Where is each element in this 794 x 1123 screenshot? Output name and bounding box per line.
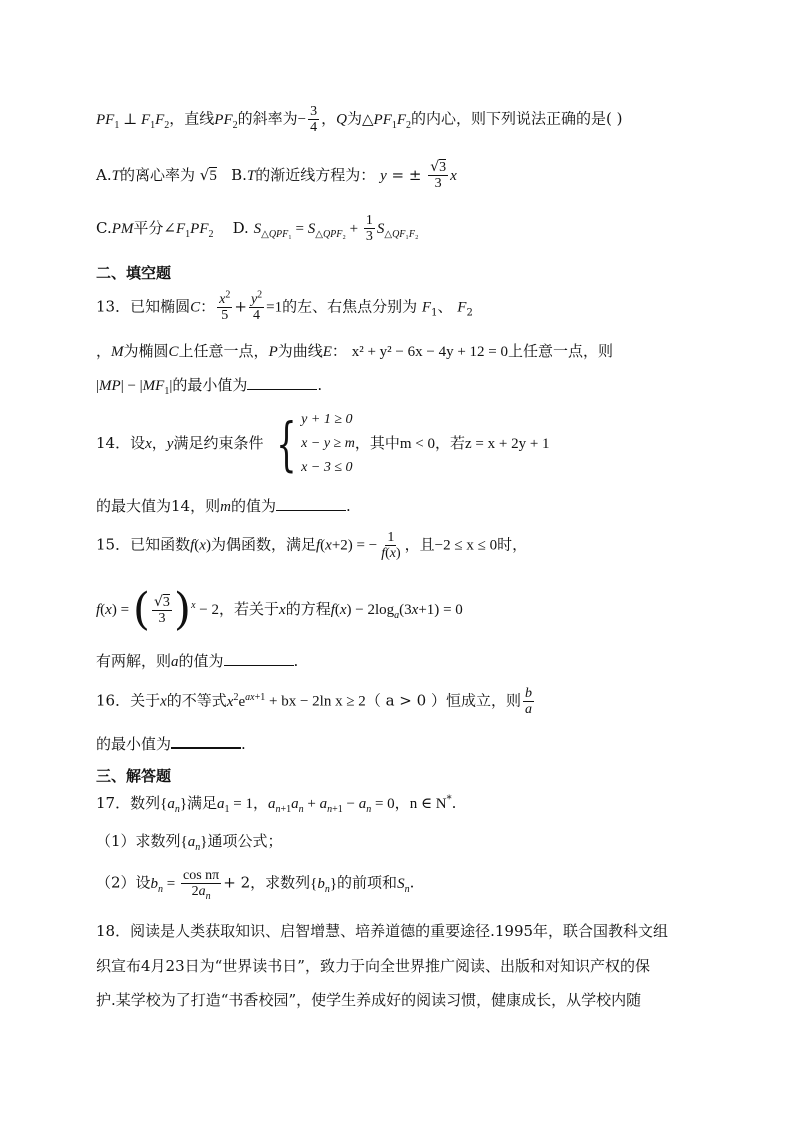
section-heading-fill-in: 二、填空题: [96, 264, 172, 282]
option-c: C.PM平分$\angle F_1PF_2$: [96, 218, 214, 240]
q12-options-ab: [96, 160, 457, 191]
q17-part1: （1）求数列$\{a_n\}$通项公式；: [96, 832, 283, 853]
q18-line2: 织宣布4月23日为“世界读书日”，致力于向全世界推广阅读、出版和对知识产权的保: [96, 957, 650, 975]
perp-relation: $PF_1$ ⊥ $F_1F_2$: [96, 111, 170, 131]
slope-fraction: $\frac{3}{4}$: [310, 104, 318, 135]
q17-part2: （2）设$b_n$ = $\frac{\text{cos nπ}}{2a_n}$ + 2，求数列$\{b_n\}$的前项和$S_n$.: [96, 868, 415, 902]
q17-line1: 17．数列$\{a_n\}$满足$a_1 = 1$，$a_{n+1}a_n + a_{n+1} - a_n = 0$，n ∈ N*.: [96, 794, 457, 815]
answer-blank[interactable]: [224, 651, 294, 666]
q12-slope-text: 的斜率为: [237, 109, 298, 128]
q16-line1: 16．关于x的不等式$x^2e^{ax+1}$ + bx − 2ln x ≥ 2（ a > 0 ）恒成立，则 $\frac{b}{a}$: [96, 686, 532, 717]
q12-text: ，直线: [169, 109, 215, 128]
q15-line1: 15．已知函数f(x)为偶函数，满足f(x+2) = − $\frac{1}{f(x)}$ ，且−2 ≤ x ≤ 0时，: [96, 530, 528, 561]
q18-line1: 18．阅读是人类获取知识、启智增慧、培养道德的重要途径.1995年，联合国教科文组: [96, 922, 669, 940]
answer-blank[interactable]: [171, 733, 241, 749]
option-d: D. $S_{\triangle QPF_1} = S_{\triangle QPF_2}$ + $\frac{1}{3}$ $S_{\triangle QF_1F_2}$: [232, 213, 419, 244]
answer-blank[interactable]: [247, 375, 317, 390]
q14-line2: 的最大值为14，则m的值为 .: [96, 497, 351, 515]
option-a: A.T的离心率为 √5: [96, 165, 217, 184]
ratio-fraction: $\frac{b}{a}$: [524, 686, 532, 717]
constraint-system: { y + 1 ≥ 0 x − y ≥ m x − 3 ≤ 0: [276, 410, 355, 478]
q13-line3: $|MP| - |MF_1|$的最小值为 .: [96, 376, 323, 397]
q18-line3: 护.某学校为了打造“书香校园”，使学生养成好的阅读习惯，健康成长，从学校内随: [96, 991, 642, 1009]
q12-options-cd: [96, 213, 419, 244]
curve-equation: x² + y² − 6x − 4y + 12 = 0: [351, 344, 508, 360]
q15-line2: f(x) = ( $\frac{√3}{3}$ )$^x$ − 2，若关于x的方程$f(x) - 2\log_a(3x+1) = 0$: [96, 584, 463, 635]
q12-condition-line: $PF_1$ ⊥ $F_1F_2$，直线$PF_2$的斜率为− $\frac{3}{4}$ ，Q为$\triangle PF_1F_2$的内心，则下列说法正确的是( ): [96, 104, 623, 135]
answer-blank[interactable]: [276, 496, 346, 511]
q13-line1: 13．已知椭圆C： $\frac{x^2}{5}$ + $\frac{y^2}{4}$ =1的左、右焦点分别为 $F_1$、 $F_2$: [96, 289, 473, 323]
q16-line2: 的最小值为 .: [96, 735, 246, 753]
q12-question: 的内心，则下列说法正确的是( ): [411, 109, 623, 128]
q15-line3: 有两解，则a的值为 .: [96, 652, 299, 670]
section-heading-solutions: 三、解答题: [96, 767, 172, 785]
q14-line1: 14．设x，y满足约束条件 { y + 1 ≥ 0 x − y ≥ m x − 3 ≤ 0 ，其中m < 0，若z = x + 2y + 1: [96, 410, 550, 478]
option-b: B.T的渐近线方程为： y = ± $\frac{√3}{3}$ x: [231, 159, 457, 191]
q13-line2: ，M为椭圆C上任意一点，P为曲线E： x² + y² − 6x − 4y + 12 = 0上任意一点，则: [96, 342, 614, 360]
